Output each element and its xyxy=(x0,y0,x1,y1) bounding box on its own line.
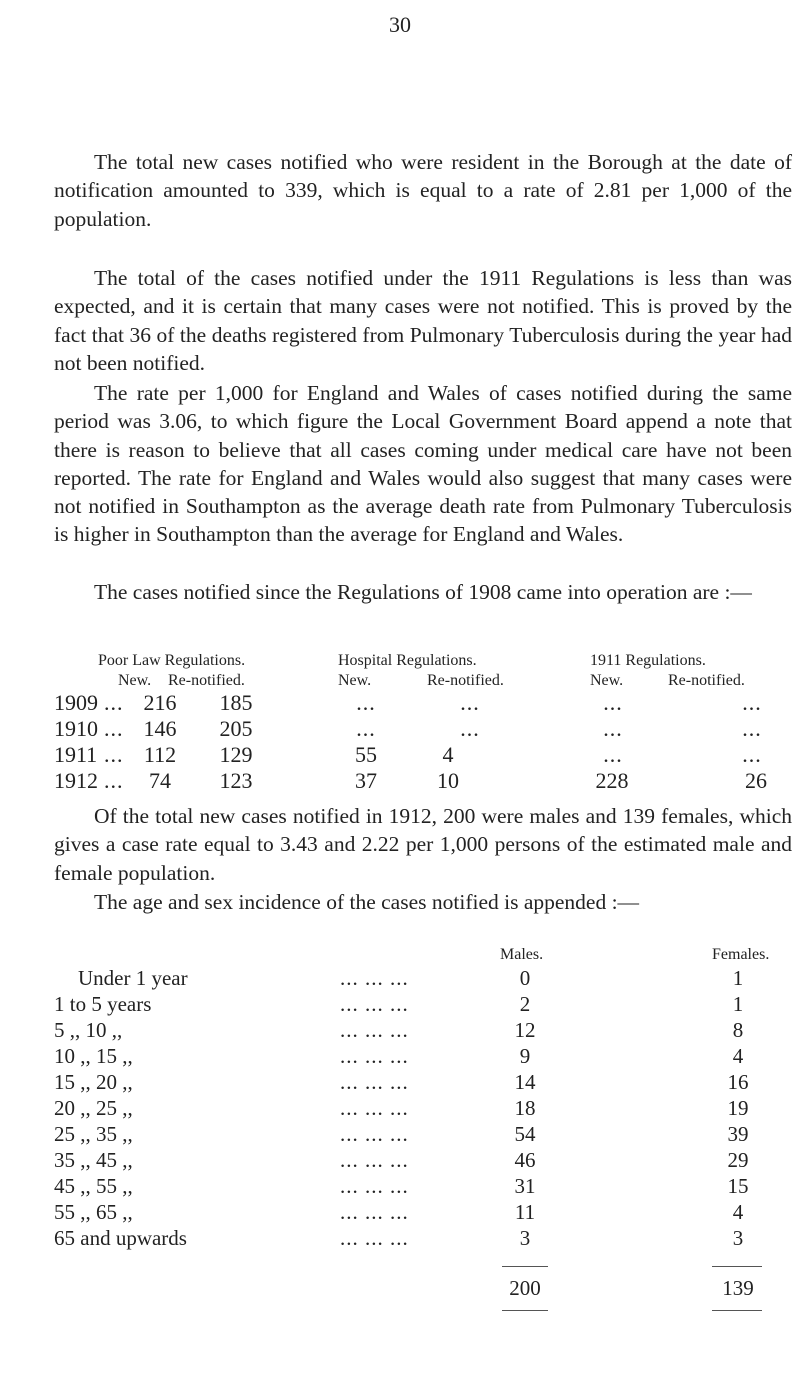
page-number: 30 xyxy=(389,12,411,37)
males-value: 14 xyxy=(514,1070,536,1094)
cell-pl-new: 112 xyxy=(143,742,177,767)
row-leader: ... ... ... xyxy=(340,992,409,1016)
group-header-poor-law: Poor Law Regulations. xyxy=(98,652,246,669)
males-value: 12 xyxy=(514,1018,536,1042)
group-header-hospital: Hospital Regulations. xyxy=(338,652,477,669)
cell-hosp-new: 37 xyxy=(355,768,377,793)
cell-1911-new: ... xyxy=(603,742,623,767)
females-value: 4 xyxy=(732,1200,744,1224)
age-row xyxy=(0,1018,800,1044)
males-value: 2 xyxy=(519,992,531,1016)
row-leader: ... ... ... xyxy=(340,1044,409,1068)
cell-hosp-new: 55 xyxy=(355,742,377,767)
females-value: 19 xyxy=(727,1096,749,1120)
subheader-poor-law-renotified: Re-notified. xyxy=(168,672,245,689)
cell-hosp-renotified: 10 xyxy=(437,768,459,793)
age-label: 20 ,, 25 ,, xyxy=(54,1096,133,1120)
males-value: 54 xyxy=(514,1122,536,1146)
age-row xyxy=(0,966,800,992)
males-value: 0 xyxy=(519,966,531,990)
males-value: 46 xyxy=(514,1148,536,1172)
males-value: 9 xyxy=(519,1044,531,1068)
cell-1911-new: ... xyxy=(603,690,623,715)
cell-pl-new: 216 xyxy=(143,690,177,715)
males-header: Males. xyxy=(500,946,544,963)
cell-1911-renotified: ... xyxy=(742,690,762,715)
cell-hosp-new: ... xyxy=(356,690,376,715)
row-leader: ... ... ... xyxy=(340,966,409,990)
age-label: 10 ,, 15 ,, xyxy=(54,1044,133,1068)
age-row xyxy=(0,992,800,1018)
males-value: 3 xyxy=(519,1226,531,1250)
age-row xyxy=(0,1148,800,1174)
females-value: 4 xyxy=(732,1044,744,1068)
cell-pl-renotified: 205 xyxy=(219,716,253,741)
table-row xyxy=(0,742,800,768)
row-leader: ... xyxy=(104,690,124,715)
cell-pl-renotified: 123 xyxy=(219,768,253,793)
females-value: 16 xyxy=(727,1070,749,1094)
females-value: 39 xyxy=(727,1122,749,1146)
age-label: 5 ,, 10 ,, xyxy=(54,1018,123,1042)
cell-hosp-renotified: 4 xyxy=(442,742,454,767)
row-leader: ... ... ... xyxy=(340,1174,409,1198)
cell-1911-renotified: ... xyxy=(742,716,762,741)
row-leader: ... ... ... xyxy=(340,1096,409,1120)
cell-pl-new: 146 xyxy=(143,716,177,741)
age-label: 45 ,, 55 ,, xyxy=(54,1174,133,1198)
age-label: 65 and upwards xyxy=(54,1226,187,1250)
row-leader: ... xyxy=(104,768,124,793)
females-value: 1 xyxy=(732,966,744,990)
paragraph-5: Of the total new cases notified in 1912, 200 were males and 139 females, which gives a case rate equal to 3.43 and 2.22 per 1,000 persons of the estimated male and female population. xyxy=(54,804,792,885)
table-row xyxy=(0,690,800,716)
row-leader: ... ... ... xyxy=(340,1148,409,1172)
row-leader: ... ... ... xyxy=(340,1200,409,1224)
age-label: 1 to 5 years xyxy=(54,992,152,1016)
totals-row xyxy=(0,1276,800,1302)
total-rule-top-males xyxy=(502,1266,548,1267)
cell-1911-renotified: ... xyxy=(742,742,762,767)
age-row xyxy=(0,1226,800,1252)
females-value: 15 xyxy=(727,1174,749,1198)
paragraph-2: The total of the cases notified under the 1911 Regulations is less than was expected, and it is certain that many cases were not notified. This is proved by the fact that 36 of the deaths registered from Pulmonary Tuberculosis during the year had not been notified. xyxy=(54,266,792,375)
table-row xyxy=(0,768,800,794)
cell-1911-new: 228 xyxy=(595,768,629,793)
females-value: 1 xyxy=(732,992,744,1016)
row-leader: ... ... ... xyxy=(340,1070,409,1094)
row-year: 1909 xyxy=(54,690,98,715)
row-year: 1911 xyxy=(54,742,98,767)
row-leader: ... ... ... xyxy=(340,1122,409,1146)
females-value: 29 xyxy=(727,1148,749,1172)
subheader-1911-new: New. xyxy=(590,672,624,689)
row-leader: ... ... ... xyxy=(340,1226,409,1250)
row-year: 1912 xyxy=(54,768,98,793)
row-leader: ... xyxy=(104,742,124,767)
subheader-hospital-renotified: Re-notified. xyxy=(427,672,504,689)
cell-hosp-renotified: ... xyxy=(460,690,480,715)
table-row xyxy=(0,716,800,742)
age-label: 55 ,, 65 ,, xyxy=(54,1200,133,1224)
paragraph-1: The total new cases notified who were resident in the Borough at the date of notification amounted to 339, which is equal to a rate of 2.81 per 1,000 of the population. xyxy=(54,150,792,231)
total-rule-top-females xyxy=(712,1266,762,1267)
paragraph-4: The cases notified since the Regulations of 1908 came into operation are :— xyxy=(94,580,752,604)
age-label: Under 1 year xyxy=(78,966,188,990)
age-row xyxy=(0,1122,800,1148)
males-total: 200 xyxy=(509,1276,541,1300)
males-value: 11 xyxy=(514,1200,536,1224)
age-row xyxy=(0,1174,800,1200)
row-leader: ... ... ... xyxy=(340,1018,409,1042)
age-label: 35 ,, 45 ,, xyxy=(54,1148,133,1172)
cell-hosp-renotified: ... xyxy=(460,716,480,741)
cell-pl-renotified: 129 xyxy=(219,742,253,767)
age-label: 25 ,, 35 ,, xyxy=(54,1122,133,1146)
age-row xyxy=(0,1070,800,1096)
cell-hosp-new: ... xyxy=(356,716,376,741)
row-year: 1910 xyxy=(54,716,98,741)
females-value: 8 xyxy=(732,1018,744,1042)
males-value: 18 xyxy=(514,1096,536,1120)
cell-1911-renotified: 26 xyxy=(745,768,767,793)
row-leader: ... xyxy=(104,716,124,741)
subheader-hospital-new: New. xyxy=(338,672,372,689)
age-label: 15 ,, 20 ,, xyxy=(54,1070,133,1094)
cell-pl-new: 74 xyxy=(149,768,171,793)
age-row xyxy=(0,1044,800,1070)
total-rule-bottom-females xyxy=(712,1310,762,1311)
age-row xyxy=(0,1096,800,1122)
paragraph-3: The rate per 1,000 for England and Wales of cases notified during the same period was 3.06, to which figure the Local Government Board append a note that there is reason to believe that all cases coming under medical care have not been reported. The rate for England and Wales would also suggest that many cases were not notified in Southampton as the average death rate from Pulmonary Tuberculosis is higher in Southampton than the average for England and Wales. xyxy=(54,381,792,547)
paragraph-6: The age and sex incidence of the cases notified is appended :— xyxy=(94,890,640,914)
cell-pl-renotified: 185 xyxy=(219,690,253,715)
subheader-poor-law-new: New. xyxy=(118,672,152,689)
females-header: Females. xyxy=(712,946,770,963)
age-row xyxy=(0,1200,800,1226)
males-value: 31 xyxy=(514,1174,536,1198)
subheader-1911-renotified: Re-notified. xyxy=(668,672,745,689)
females-total: 139 xyxy=(722,1276,754,1300)
females-value: 3 xyxy=(732,1226,744,1250)
cell-1911-new: ... xyxy=(603,716,623,741)
group-header-1911: 1911 Regulations. xyxy=(590,652,706,669)
total-rule-bottom-males xyxy=(502,1310,548,1311)
